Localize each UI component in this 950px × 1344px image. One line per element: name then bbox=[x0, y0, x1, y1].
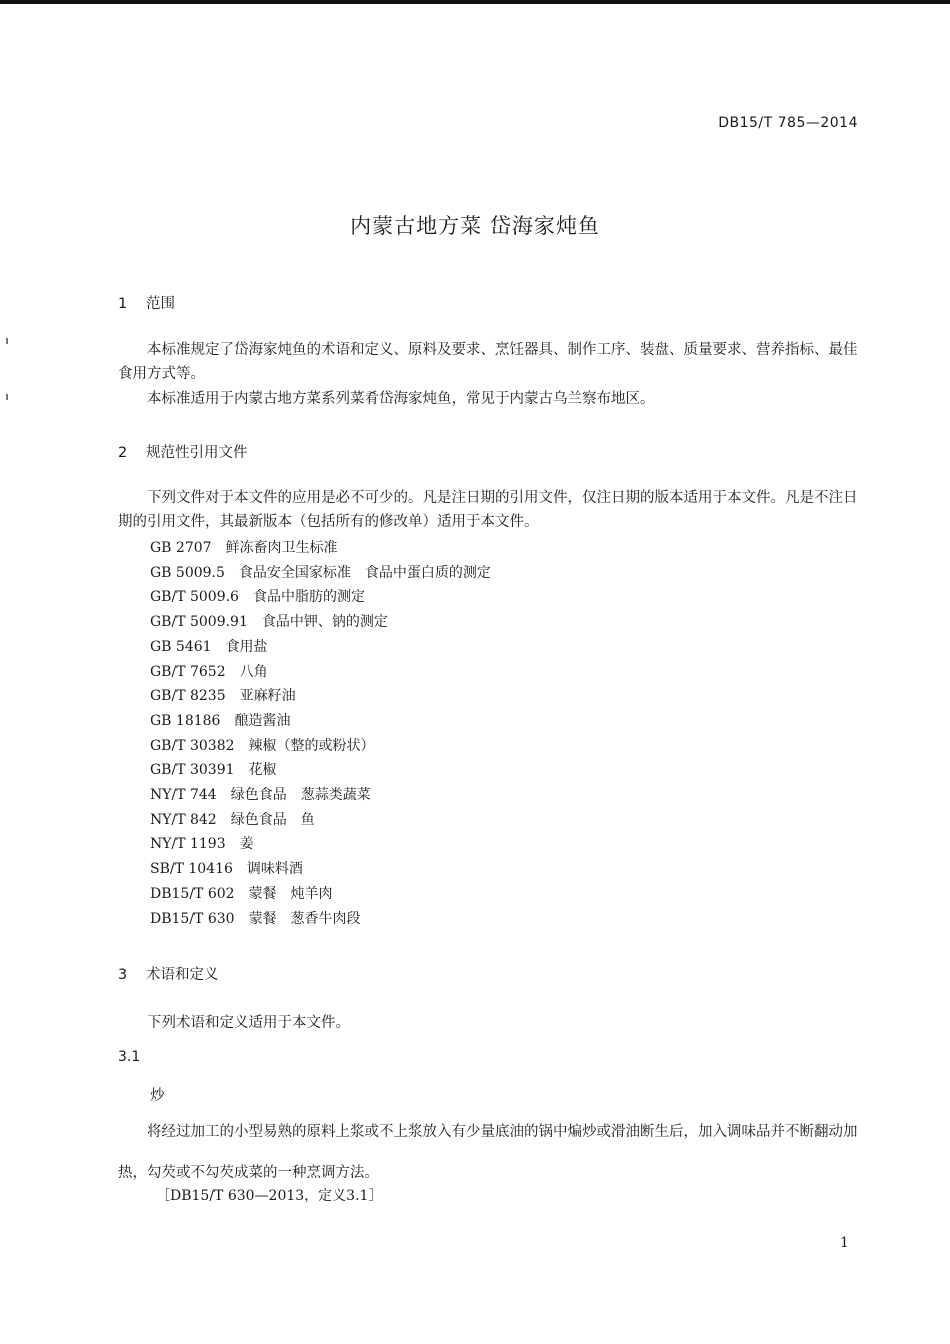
normative-intro: 下列文件对于本文件的应用是必不可少的。凡是注日期的引用文件，仅注日期的版本适用于本文件。凡是不注日期的引用文件，其最新版本（包括所有的修改单）适用于本文件。 bbox=[118, 490, 858, 530]
reference-item bbox=[150, 832, 491, 857]
scope-paragraph-2: 本标准适用于内蒙古地方菜系列菜肴岱海家炖鱼，常见于内蒙古乌兰察布地区。 bbox=[147, 391, 655, 407]
reference-code: SB/T 10416 bbox=[150, 861, 233, 878]
section-heading-terms bbox=[118, 963, 219, 984]
section-title: 术语和定义 bbox=[146, 967, 219, 983]
section-title: 范围 bbox=[146, 296, 175, 312]
reference-item bbox=[150, 783, 491, 808]
reference-item bbox=[150, 561, 491, 586]
reference-code: DB15/T 630 bbox=[150, 910, 235, 927]
reference-code: GB/T 30382 bbox=[150, 737, 235, 754]
reference-code: NY/T 842 bbox=[150, 811, 217, 828]
reference-title: 食品中钾、钠的测定 bbox=[261, 614, 388, 631]
section-number: 1 bbox=[118, 296, 128, 312]
reference-code: GB 5009.5 bbox=[150, 564, 225, 581]
term-source: ［DB15/T 630—2013，定义3.1］ bbox=[156, 1188, 383, 1204]
reference-code: GB/T 8235 bbox=[150, 688, 226, 705]
reference-title: 亚麻籽油 bbox=[239, 688, 296, 705]
page-number: 1 bbox=[840, 1235, 849, 1251]
reference-title: 姜 bbox=[239, 836, 254, 853]
section-title: 规范性引用文件 bbox=[146, 445, 248, 461]
reference-item bbox=[150, 635, 491, 660]
reference-code: GB 18186 bbox=[150, 712, 221, 729]
reference-code: GB 2707 bbox=[150, 540, 212, 556]
reference-item bbox=[150, 907, 491, 932]
reference-title: 调味料酒 bbox=[246, 861, 303, 878]
section-number: 3 bbox=[118, 967, 128, 983]
reference-title: 鲜冻畜肉卫生标准 bbox=[225, 540, 338, 556]
reference-title: 蒙餐 葱香牛肉段 bbox=[248, 910, 361, 927]
reference-code: GB/T 5009.6 bbox=[150, 589, 239, 606]
reference-code: GB/T 5009.91 bbox=[150, 614, 248, 631]
scope-paragraph-1: 本标准规定了岱海家炖鱼的术语和定义、原料及要求、烹饪器具、制作工序、装盘、质量要求、营养指标、最佳食用方式等。 bbox=[118, 342, 858, 382]
reference-code: GB/T 30391 bbox=[150, 762, 235, 779]
section-heading-scope bbox=[118, 292, 175, 313]
reference-item bbox=[150, 758, 491, 783]
reference-item bbox=[150, 660, 491, 685]
reference-title: 辣椒（整的或粉状） bbox=[248, 737, 375, 754]
reference-list bbox=[150, 536, 491, 931]
reference-code: DB15/T 602 bbox=[150, 885, 235, 902]
reference-item bbox=[150, 536, 491, 561]
scan-speck bbox=[6, 394, 8, 400]
reference-title: 绿色食品 鱼 bbox=[230, 811, 315, 828]
terms-intro: 下列术语和定义适用于本文件。 bbox=[147, 1015, 350, 1031]
section-heading-normative bbox=[118, 441, 248, 462]
reference-title: 绿色食品 葱蒜类蔬菜 bbox=[230, 787, 371, 804]
document-title: 内蒙古地方菜 岱海家炖鱼 bbox=[350, 214, 600, 238]
reference-title: 八角 bbox=[239, 663, 268, 680]
section-number: 2 bbox=[118, 445, 128, 461]
term-number: 3.1 bbox=[118, 1049, 141, 1065]
reference-title: 酿造酱油 bbox=[234, 712, 291, 729]
reference-title: 食用盐 bbox=[225, 638, 268, 655]
reference-code: NY/T 1193 bbox=[150, 836, 226, 853]
reference-title: 食品安全国家标准 食品中蛋白质的测定 bbox=[238, 564, 491, 581]
reference-item bbox=[150, 857, 491, 882]
term-definition: 将经过加工的小型易熟的原料上浆或不上浆放入有少量底油的锅中煸炒或滑油断生后，加入调味品并不断翻动加热，勾芡或不勾芡成菜的一种烹调方法。 bbox=[118, 1124, 858, 1181]
reference-code: GB/T 7652 bbox=[150, 663, 226, 680]
reference-title: 食品中脂肪的测定 bbox=[252, 589, 365, 606]
reference-code: GB 5461 bbox=[150, 638, 212, 655]
reference-title: 花椒 bbox=[248, 762, 277, 779]
reference-code: NY/T 744 bbox=[150, 787, 217, 804]
reference-item bbox=[150, 734, 491, 759]
document-code: DB15/T 785—2014 bbox=[718, 115, 858, 131]
scan-speck bbox=[6, 338, 8, 344]
reference-item bbox=[150, 709, 491, 734]
reference-item bbox=[150, 610, 491, 635]
reference-item bbox=[150, 808, 491, 833]
reference-item bbox=[150, 882, 491, 907]
term-word: 炒 bbox=[150, 1088, 165, 1104]
reference-item bbox=[150, 585, 491, 610]
scan-top-border bbox=[0, 0, 950, 4]
reference-item bbox=[150, 684, 491, 709]
reference-title: 蒙餐 炖羊肉 bbox=[248, 885, 333, 902]
